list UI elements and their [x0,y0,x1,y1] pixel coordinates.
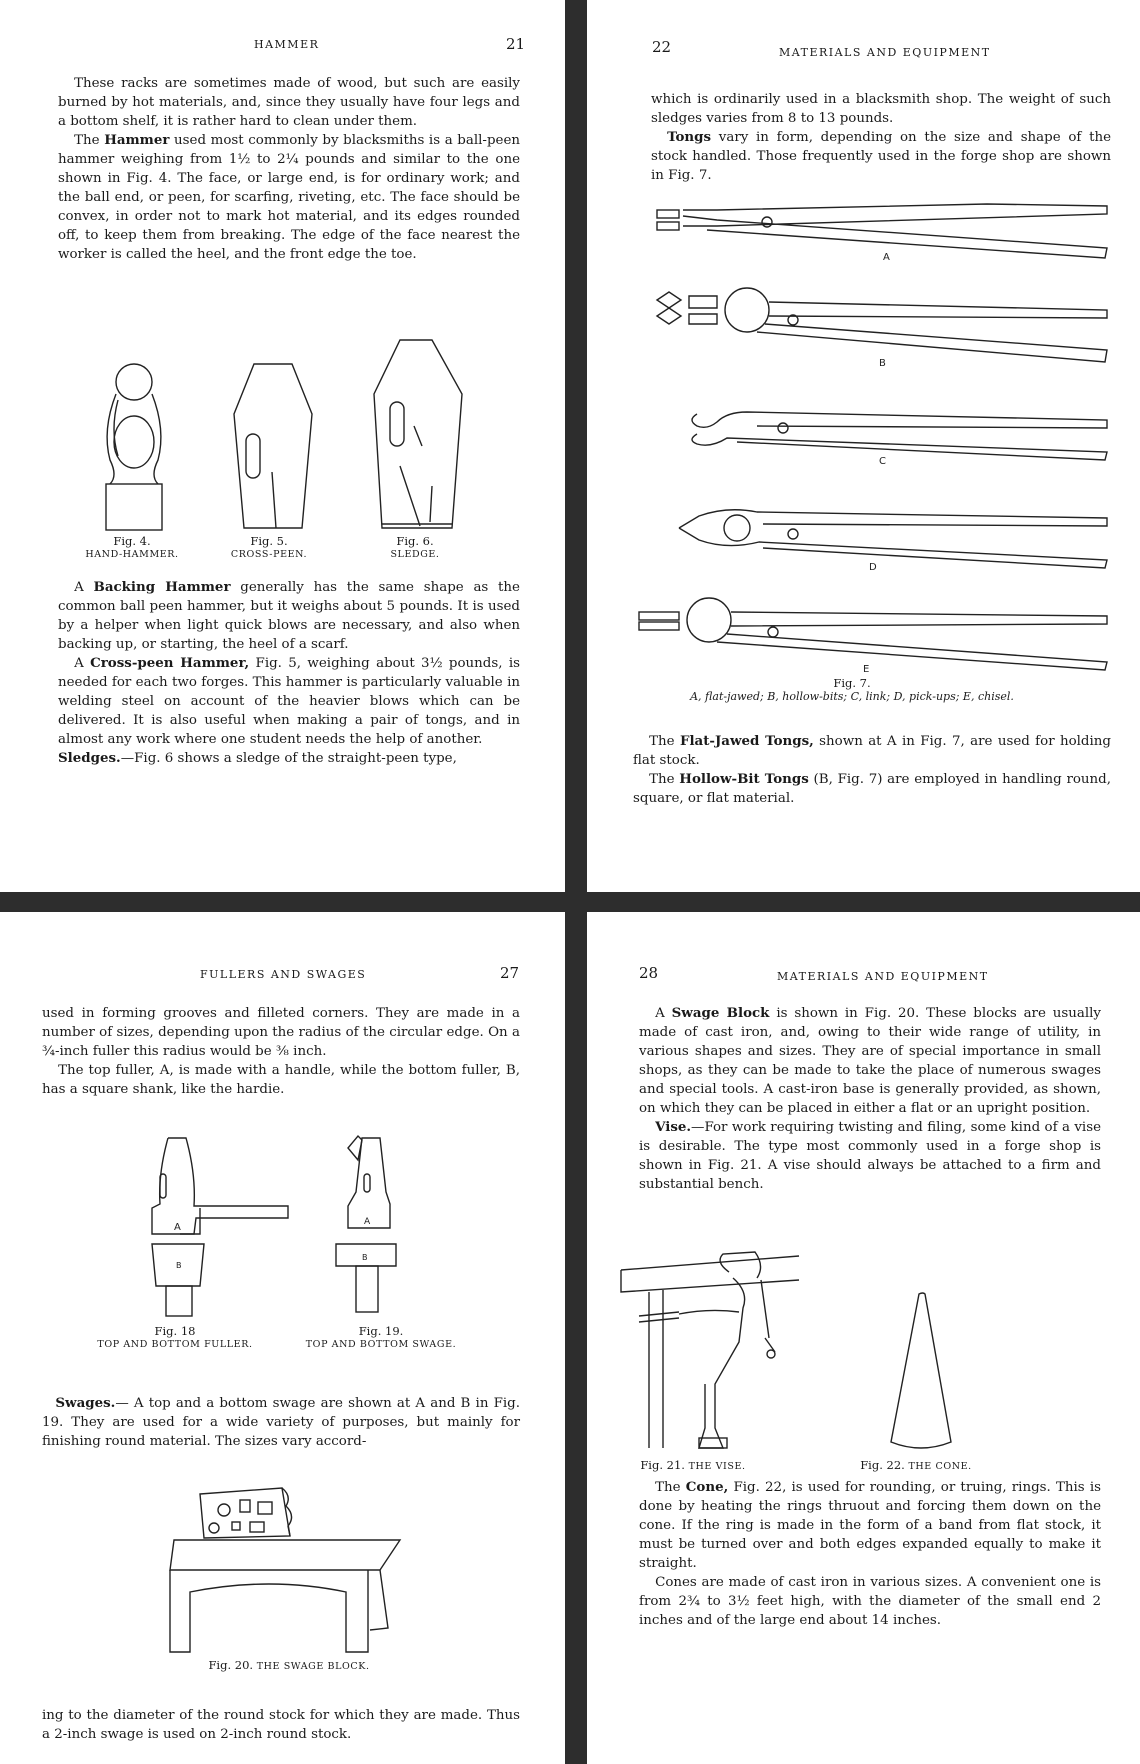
tongs-a-illustration [587,200,1140,262]
paragraph: These racks are sometimes made of wood, but such are easily burned by hot materials, and, since they usually have four legs and a bottom shelf, it is rather hard to clean under them. [58,76,520,129]
paragraph: The Flat-Jawed Tongs, shown at A in Fig. 7, are used for holding flat stock. [633,733,1111,768]
sledge-illustration [370,336,466,532]
running-header: MATERIALS AND EQUIPMENT [777,970,989,983]
swage-illustration [334,1134,404,1318]
svg-text:B: B [362,1253,368,1262]
fig4-caption: Fig. 4. HAND-HAMMER. [85,534,179,560]
fig5-caption: Fig. 5. CROSS-PEEN. [230,534,308,560]
tongs-e-illustration [587,598,1140,675]
fig7-caption: Fig. 7. A, flat-jawed; B, hollow-bits; C, link; D, pick-ups; E, chisel. [690,676,1014,703]
tongs-c-illustration [587,404,1140,466]
paragraph: A Backing Hammer generally has the same shape as the common ball peen hammer, but it weighs about 5 pounds. It is used by a helper when light quick blows are necessary, and also when backing up, or starting, the heel of a scarf. [58,579,520,652]
paragraph: ing to the diameter of the round stock for which they are made. Thus a 2-inch swage is used on 2-inch round stock. [42,1708,520,1742]
paragraph: The Hollow-Bit Tongs (B, Fig. 7) are employed in handling round, square, or flat material. [633,771,1111,806]
running-header: MATERIALS AND EQUIPMENT [779,46,991,59]
paragraph: used in forming grooves and filleted corners. They are made in a number of sizes, depending upon the radius of the circular edge. On a ¾-inch fuller this radius would be ⅜ inch. [42,1006,520,1059]
paragraph: Vise.—For work requiring twisting and filing, some kind of a vise is desirable. The type most commonly used in a forge shop is shown in Fig. 21. A vise should always be attached to a firm and substantial bench. [639,1119,1101,1192]
cone-illustration [887,1292,957,1456]
paragraph: The top fuller, A, is made with a handle, while the bottom fuller, B, has a square shank, like the hardie. [42,1063,520,1097]
svg-text:D: D [869,562,877,573]
text-block-top [651,90,1111,185]
svg-text:B: B [879,358,886,369]
text-block-top [58,74,520,264]
cross-peen-hammer-illustration [232,362,316,532]
text-block-bottom [633,732,1111,808]
paragraph: which is ordinarily used in a blacksmith shop. The weight of such sledges varies from 8 to 13 pounds. [651,92,1111,126]
page-number: 27 [500,964,520,982]
paragraph: The Hammer used most commonly by blacksmiths is a ball-peen hammer weighing from 1½ to 2¼ pounds and similar to the one shown in Fig. 4. The face, or large end, is for ordinary work; and the ball end, or peen, for scarfing, riveting, etc. The face should be convex, in order not to mark hot material, and its edges rounded off, to keep them from breaking. The edge of the face nearest the worker is called the heel, and the front edge the toe. [58,132,520,262]
page-22 [587,0,1140,892]
svg-text:B: B [176,1261,182,1270]
tongs-b-illustration [587,288,1140,368]
swage-block-illustration [170,1480,410,1660]
page-number: 22 [652,38,672,56]
hand-hammer-illustration [96,360,176,532]
page-21 [0,0,565,892]
paragraph: A Cross-peen Hammer, Fig. 5, weighing about 3½ pounds, is needed for each two forges. This hammer is particularly valuable in welding steel on account of the heavier blows which can be delivered. It is also useful when making a pair of tongs, and in almost any work where one student needs the help of another. [58,655,520,747]
fuller-illustration [148,1134,268,1318]
svg-text:A: A [883,252,890,263]
svg-text:A: A [364,1217,371,1227]
text-block-bottom [639,1478,1101,1630]
svg-text:C: C [879,456,886,467]
fig21-caption: Fig. 21. THE VISE. [640,1458,746,1472]
fig6-caption: Fig. 6. SLEDGE. [390,534,440,560]
running-header: HAMMER [254,38,320,51]
tongs-d-illustration [587,506,1140,572]
paragraph: Swages.— A top and a bottom swage are shown at A and B in Fig. 19. They are used for a wide variety of purposes, but mainly for finishing round material. The sizes vary accord- [42,1395,520,1449]
text-block-top [42,1004,520,1099]
fig18-caption: Fig. 18 TOP AND BOTTOM FULLER. [97,1324,253,1350]
text-block-bottom [42,1706,520,1744]
svg-text:E: E [863,664,870,675]
svg-text:A: A [174,1222,181,1233]
paragraph: A Swage Block is shown in Fig. 20. These blocks are usually made of cast iron, and, owing to their wide range of utility, in various shapes and sizes. They are of special importance in small shops, as they can be made to take the place of numerous swages and special tools. A cast-iron base is generally provided, as shown, on which they can be placed in either a flat or an upright position. [639,1005,1101,1116]
page-number: 21 [506,35,526,53]
page-number: 28 [639,964,659,982]
page-28 [587,912,1140,1764]
text-block-bottom [58,578,520,768]
paragraph: Sledges.—Fig. 6 shows a sledge of the straight-peen type, [58,750,457,766]
page-27 [0,912,565,1764]
running-header: FULLERS AND SWAGES [200,968,367,981]
paragraph: The Cone, Fig. 22, is used for rounding, or truing, rings. This is done by heating the rings thruout and forcing them down on the cone. If the ring is made in the form of a band from flat stock, it must be turned over and both edges expanded equally to make it straight. [639,1479,1101,1571]
fig22-caption: Fig. 22. THE CONE. [860,1458,972,1472]
text-block-top [639,1004,1101,1194]
paragraph: Cones are made of cast iron in various sizes. A convenient one is from 2¾ to 3½ feet high, with the diameter of the small end 2 inches and of the large end about 14 inches. [639,1575,1101,1628]
fig19-caption: Fig. 19. TOP AND BOTTOM SWAGE. [305,1324,457,1350]
text-block-middle [42,1394,520,1451]
vise-illustration [619,1252,799,1450]
fig20-caption: Fig. 20. THE SWAGE BLOCK. [208,1658,370,1672]
paragraph: Tongs vary in form, depending on the size and shape of the stock handled. Those frequently used in the forge shop are shown in Fig. 7. [651,129,1111,183]
